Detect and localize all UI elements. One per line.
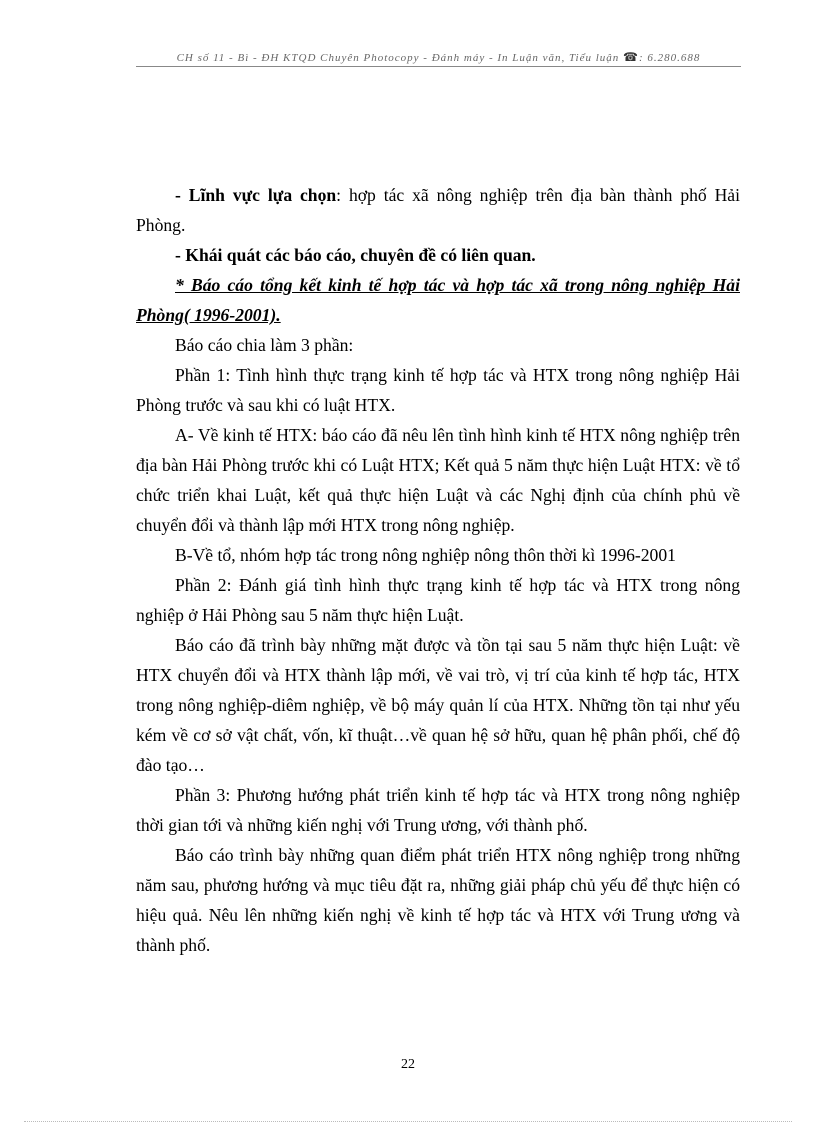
running-header: [136, 50, 741, 65]
page-number: 22: [401, 1057, 415, 1072]
footer-divider: [24, 1121, 792, 1122]
phone-icon: ☎: [623, 50, 639, 64]
paragraph: Phần 2: Đánh giá tình hình thực trạng kinh tế hợp tác và HTX trong nông nghiệp ở Hải Phòng sau 5 năm thực hiện Luật.: [136, 575, 740, 625]
paragraph: A- Về kinh tế HTX: báo cáo đã nêu lên tình hình kinh tế HTX nông nghiệp trên địa bàn Hải Phòng trước khi có Luật HTX; Kết quả 5 năm thực hiện Luật HTX: về tổ chức triển khai Luật, kết quả thực hiện Luật và các Nghị định của chính phủ về chuyển đổi và thành lập mới HTX trong nông nghiệp.: [136, 425, 740, 535]
header-rule: [136, 66, 741, 67]
paragraph: Báo cáo đã trình bày những mặt được và tồn tại sau 5 năm thực hiện Luật: về HTX chuyển đổi và HTX thành lập mới, về vai trò, vị trí của kinh tế hợp tác, HTX trong nông nghiệp-diêm nghiệp, về bộ máy quản lí của HTX. Những tồn tại như yếu kém về cơ sở vật chất, vốn, kĩ thuật…về quan hệ sở hữu, quan hệ phân phối, chế độ đào tạo…: [136, 635, 740, 775]
paragraph: Phần 3: Phương hướng phát triển kinh tế hợp tác và HTX trong nông nghiệp thời gian tới và những kiến nghị với Trung ương, với thành phố.: [136, 785, 740, 835]
report-title: * Báo cáo tổng kết kinh tế hợp tác và hợp tác xã trong nông nghiệp Hải Phòng( 1996-2001).: [136, 275, 740, 325]
paragraph-overview-heading: - Khái quát các báo cáo, chuyên đề có liên quan.: [175, 245, 536, 265]
paragraph: Báo cáo trình bày những quan điểm phát triển HTX nông nghiệp trong những năm sau, phương hướng và mục tiêu đặt ra, những giải pháp chủ yếu để thực hiện có hiệu quả. Nêu lên những kiến nghị về kinh tế hợp tác và HTX với Trung ương và thành phố.: [136, 845, 740, 955]
paragraph: Báo cáo chia làm 3 phần:: [175, 335, 354, 355]
paragraph: B-Về tổ, nhóm hợp tác trong nông nghiệp nông thôn thời kì 1996-2001: [175, 545, 676, 565]
header-text: CH số 11 - Bì - ĐH KTQD Chuyên Photocopy - Đánh máy - In Luận văn, Tiểu luận: [176, 52, 620, 64]
field-label: - Lĩnh vực lựa chọn: [175, 185, 337, 205]
paragraph: Phần 1: Tình hình thực trạng kinh tế hợp tác và HTX trong nông nghiệp Hải Phòng trước và sau khi có luật HTX.: [136, 365, 740, 415]
header-phone: : 6.280.688: [639, 52, 701, 64]
field-text: : hợp tác xã nông nghiệp trên địa bàn thành phố Hải Phòng.: [136, 185, 740, 235]
body-text: [136, 180, 740, 960]
paragraph-field: [136, 180, 740, 240]
